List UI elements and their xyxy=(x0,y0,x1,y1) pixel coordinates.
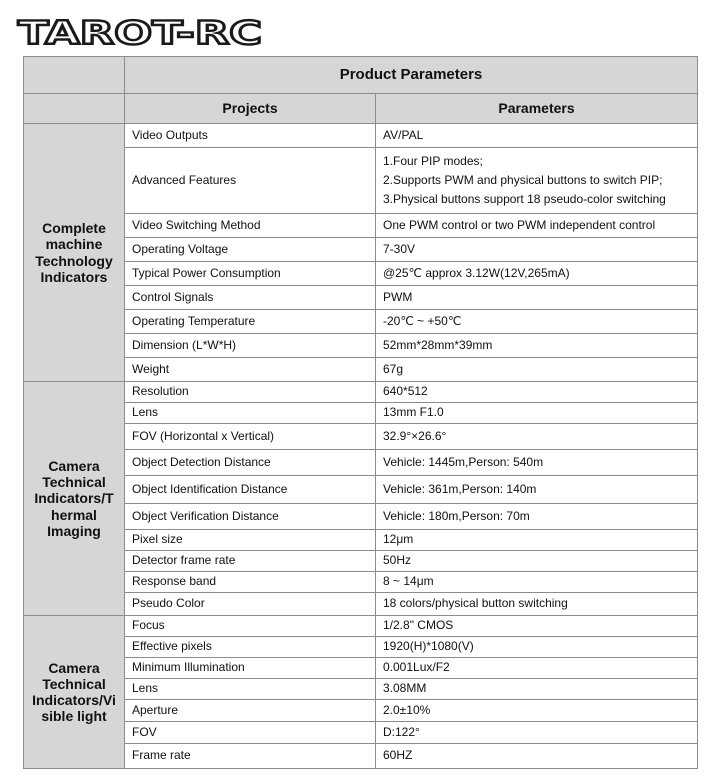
column-header-row xyxy=(24,94,698,124)
table-row xyxy=(24,593,698,616)
project-cell: Weight xyxy=(125,358,376,382)
category-label-line: Indicators xyxy=(40,268,108,285)
parameter-cell: 18 colors/physical button switching xyxy=(376,593,698,616)
parameter-cell: 640*512 xyxy=(376,382,698,403)
project-cell: Pseudo Color xyxy=(125,593,376,616)
parameter-cell: -20℃ ~ +50℃ xyxy=(376,310,698,334)
header-corner-cell xyxy=(24,94,125,124)
category-cell xyxy=(24,616,125,769)
project-cell: Object Verification Distance xyxy=(125,504,376,530)
table-row xyxy=(24,637,698,658)
parameter-line: 2.Supports PWM and physical buttons to switch PIP; xyxy=(383,173,663,187)
parameter-cell: 67g xyxy=(376,358,698,382)
table-title: Product Parameters xyxy=(125,57,698,94)
parameter-cell: 52mm*28mm*39mm xyxy=(376,334,698,358)
parameter-cell: 32.9°×26.6° xyxy=(376,424,698,450)
parameter-cell xyxy=(376,148,698,214)
category-cell xyxy=(24,382,125,616)
column-header-parameters: Parameters xyxy=(376,94,698,124)
logo-text: TAROT-RC xyxy=(18,14,262,50)
column-header-projects: Projects xyxy=(125,94,376,124)
table-row xyxy=(24,358,698,382)
project-cell: Object Detection Distance xyxy=(125,450,376,476)
table-row xyxy=(24,700,698,722)
table-row xyxy=(24,572,698,593)
parameter-cell: @25℃ approx 3.12W(12V,265mA) xyxy=(376,262,698,286)
table-row xyxy=(24,722,698,744)
parameter-cell: Vehicle: 1445m,Person: 540m xyxy=(376,450,698,476)
table-row xyxy=(24,476,698,504)
parameter-cell: 60HZ xyxy=(376,744,698,769)
table-row xyxy=(24,403,698,424)
parameter-cell: 0.001Lux/F2 xyxy=(376,658,698,679)
project-cell: Minimum Illumination xyxy=(125,658,376,679)
parameter-cell: 50Hz xyxy=(376,551,698,572)
parameter-line: 1.Four PIP modes; xyxy=(383,154,483,168)
parameter-cell: 13mm F1.0 xyxy=(376,403,698,424)
title-row xyxy=(24,57,698,94)
category-label-line: Technical xyxy=(42,675,106,692)
project-cell: Effective pixels xyxy=(125,637,376,658)
table-row xyxy=(24,616,698,637)
product-parameters-table xyxy=(23,56,698,769)
parameter-cell: 1920(H)*1080(V) xyxy=(376,637,698,658)
project-cell: Control Signals xyxy=(125,286,376,310)
parameter-line: 3.Physical buttons support 18 pseudo-color switching xyxy=(383,192,666,206)
project-cell: Focus xyxy=(125,616,376,637)
category-label-line: Technical xyxy=(42,474,106,491)
category-label-line: Indicators/T xyxy=(34,490,114,507)
project-cell: Operating Temperature xyxy=(125,310,376,334)
table-row xyxy=(24,530,698,551)
category-label-line: sible light xyxy=(41,708,107,725)
table-row xyxy=(24,450,698,476)
category-label-line: Indicators/Vi xyxy=(32,692,116,708)
table-row xyxy=(24,504,698,530)
category-label-line: Complete xyxy=(42,220,106,237)
tarot-rc-logo xyxy=(16,14,266,50)
project-cell: FOV (Horizontal x Vertical) xyxy=(125,424,376,450)
table-row xyxy=(24,286,698,310)
project-cell: Pixel size xyxy=(125,530,376,551)
parameter-cell: Vehicle: 361m,Person: 140m xyxy=(376,476,698,504)
project-cell: Lens xyxy=(125,679,376,700)
category-label-line: Camera xyxy=(48,458,100,475)
project-cell: Object Identification Distance xyxy=(125,476,376,504)
table-row xyxy=(24,551,698,572)
parameter-cell: 12μm xyxy=(376,530,698,551)
project-cell: Video Switching Method xyxy=(125,214,376,238)
category-label-line: machine xyxy=(45,236,103,253)
project-cell: FOV xyxy=(125,722,376,744)
category-label-line: Imaging xyxy=(47,522,101,539)
parameter-cell: 7-30V xyxy=(376,238,698,262)
project-cell: Aperture xyxy=(125,700,376,722)
parameter-cell: Vehicle: 180m,Person: 70m xyxy=(376,504,698,530)
table-row xyxy=(24,679,698,700)
table-row xyxy=(24,238,698,262)
project-cell: Operating Voltage xyxy=(125,238,376,262)
project-cell: Advanced Features xyxy=(125,148,376,214)
parameter-cell: 2.0±10% xyxy=(376,700,698,722)
table-row xyxy=(24,744,698,769)
project-cell: Lens xyxy=(125,403,376,424)
table-row xyxy=(24,658,698,679)
parameter-cell: One PWM control or two PWM independent control xyxy=(376,214,698,238)
table-row xyxy=(24,424,698,450)
project-cell: Dimension (L*W*H) xyxy=(125,334,376,358)
title-corner-cell xyxy=(24,57,125,94)
category-label-line: Technology xyxy=(35,252,113,269)
project-cell: Resolution xyxy=(125,382,376,403)
parameter-cell: 1/2.8" CMOS xyxy=(376,616,698,637)
table-body xyxy=(24,57,698,769)
category-cell xyxy=(24,124,125,382)
parameter-cell: 3.08MM xyxy=(376,679,698,700)
parameter-cell: 8 ~ 14μm xyxy=(376,572,698,593)
parameter-cell: PWM xyxy=(376,286,698,310)
parameter-cell: AV/PAL xyxy=(376,124,698,148)
category-label-line: Camera xyxy=(48,659,100,676)
table-row xyxy=(24,334,698,358)
table-row xyxy=(24,214,698,238)
category-label-line: hermal xyxy=(51,506,97,523)
table-row xyxy=(24,382,698,403)
parameter-cell: D:122° xyxy=(376,722,698,744)
project-cell: Response band xyxy=(125,572,376,593)
project-cell: Detector frame rate xyxy=(125,551,376,572)
project-cell: Typical Power Consumption xyxy=(125,262,376,286)
table-row xyxy=(24,262,698,286)
project-cell: Frame rate xyxy=(125,744,376,769)
table-row xyxy=(24,148,698,214)
project-cell: Video Outputs xyxy=(125,124,376,148)
table-row xyxy=(24,310,698,334)
table-row xyxy=(24,124,698,148)
